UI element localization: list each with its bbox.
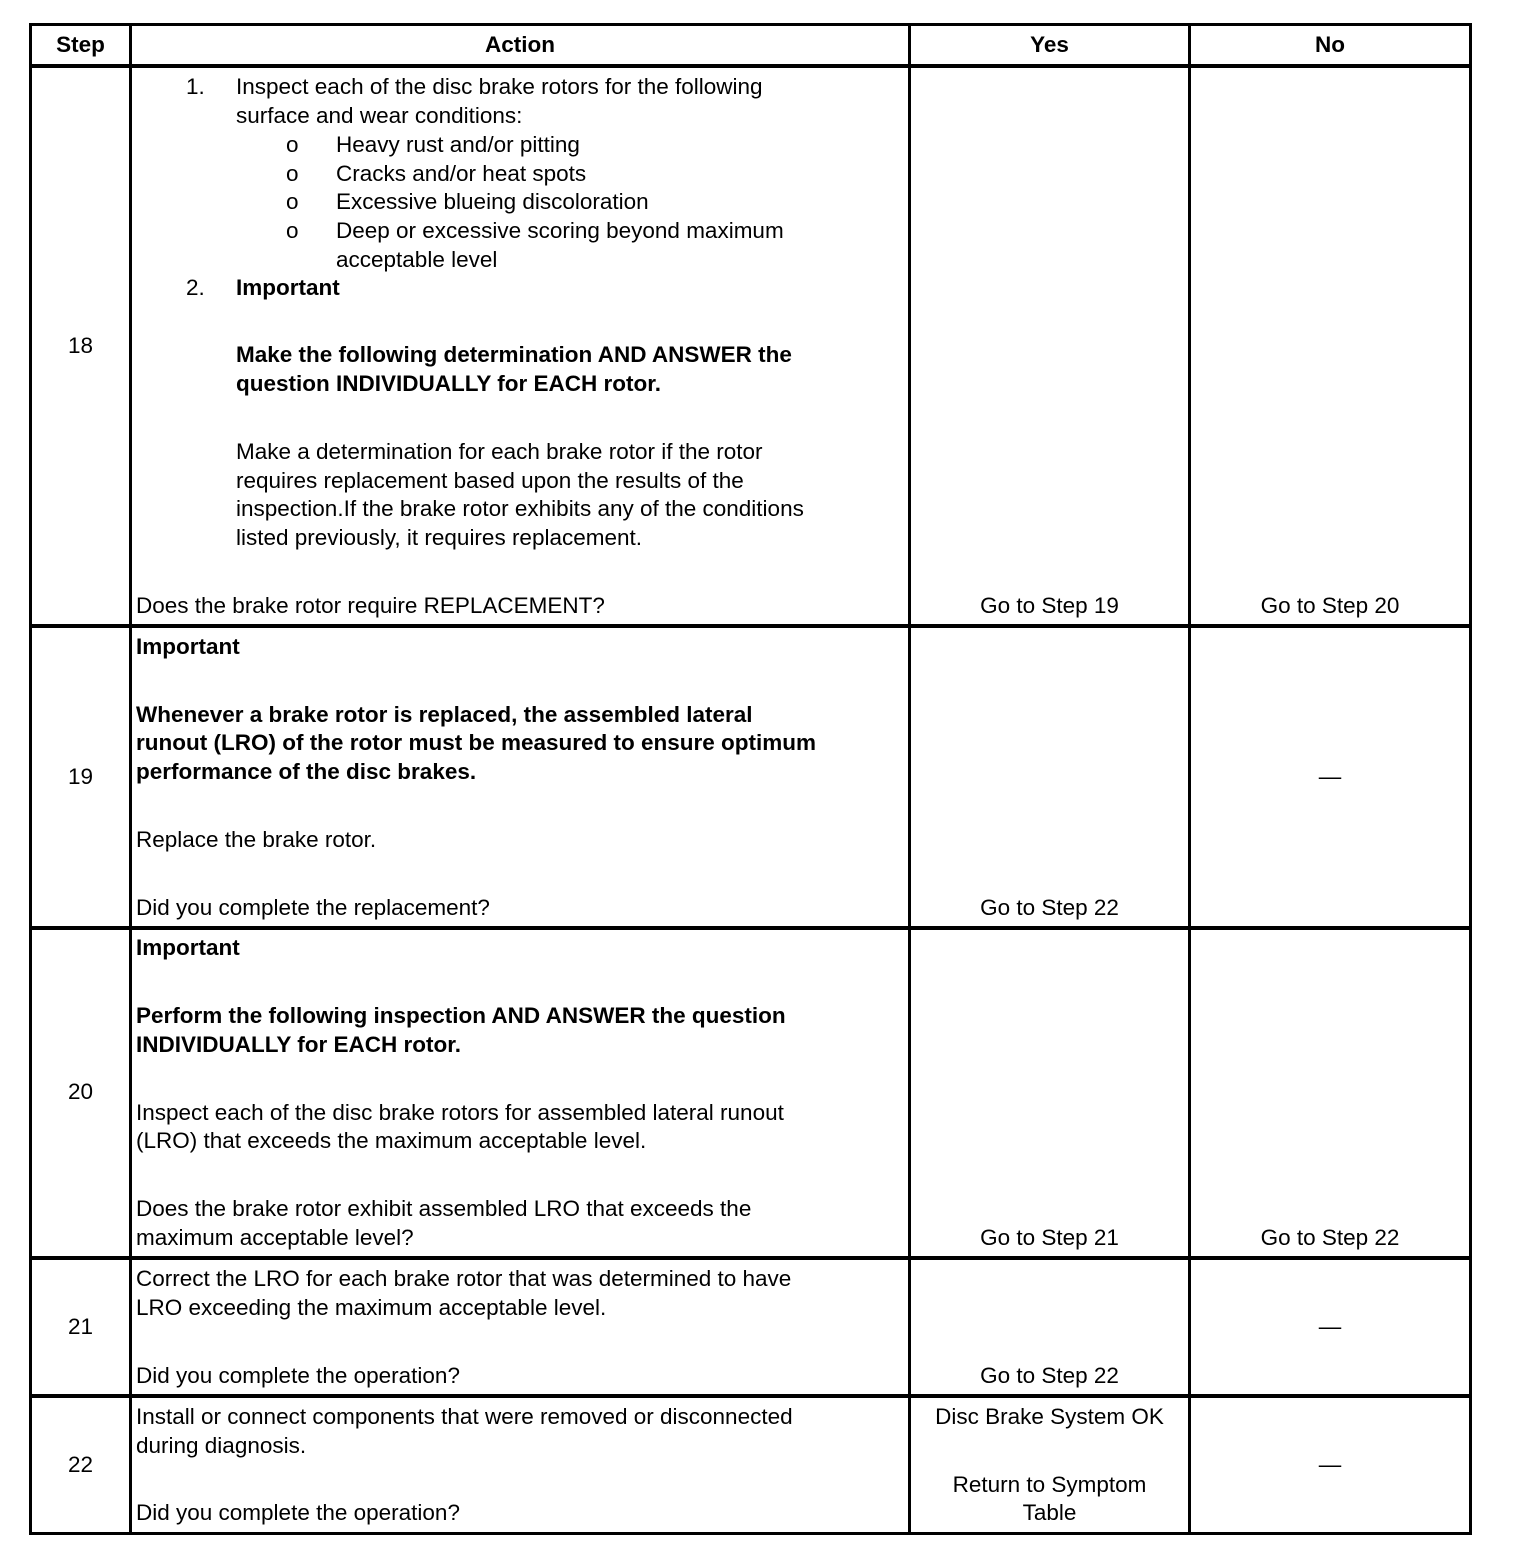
important-text: Perform the following inspection AND ANSWER the question — [136, 1003, 786, 1028]
yes-result: Go to Step 22 — [980, 1363, 1119, 1388]
list-number: 2. — [186, 275, 205, 300]
step-number: 22 — [67, 1452, 94, 1477]
question-text: maximum acceptable level? — [136, 1225, 414, 1250]
action-text: requires replacement based upon the results of the — [236, 468, 744, 493]
no-result: — — [1318, 1452, 1342, 1477]
question-text: Did you complete the operation? — [136, 1363, 460, 1388]
step-number: 19 — [67, 764, 94, 789]
header-step: Step — [56, 32, 105, 57]
yes-result: Return to Symptom — [952, 1472, 1147, 1497]
bullet-marker: o — [286, 189, 299, 214]
important-text: runout (LRO) of the rotor must be measured to ensure optimum — [136, 730, 817, 755]
important-text: Make the following determination AND ANSWER the — [236, 342, 792, 367]
action-text: LRO exceeding the maximum acceptable level. — [136, 1295, 607, 1320]
action-text: surface and wear conditions: — [236, 103, 523, 128]
important-text: question INDIVIDUALLY for EACH rotor. — [236, 371, 662, 396]
column-divider — [908, 26, 911, 1532]
important-text: performance of the disc brakes. — [136, 759, 477, 784]
question-text: Did you complete the replacement? — [136, 895, 490, 920]
action-text: Make a determination for each brake rotor if the rotor — [236, 439, 763, 464]
header-action: Action — [485, 32, 555, 57]
row-divider — [32, 926, 1469, 930]
action-text: Inspect each of the disc brake rotors for assembled lateral runout — [136, 1100, 784, 1125]
question-text: Does the brake rotor require REPLACEMENT? — [136, 593, 605, 618]
row-divider — [32, 64, 1469, 68]
important-text: INDIVIDUALLY for EACH rotor. — [136, 1032, 462, 1057]
row-divider — [32, 624, 1469, 628]
action-text: (LRO) that exceeds the maximum acceptable level. — [136, 1128, 647, 1153]
important-label: Important — [136, 634, 240, 659]
header-yes: Yes — [1030, 32, 1069, 57]
column-divider — [129, 26, 132, 1532]
yes-result: Table — [1022, 1500, 1077, 1525]
yes-result: Disc Brake System OK — [935, 1404, 1164, 1429]
important-label: Important — [236, 275, 340, 300]
important-label: Important — [136, 935, 240, 960]
yes-result: Go to Step 21 — [980, 1225, 1119, 1250]
action-text: inspection.If the brake rotor exhibits any of the conditions — [236, 496, 804, 521]
row-divider — [32, 1394, 1469, 1398]
no-result: Go to Step 22 — [1260, 1225, 1400, 1250]
bullet-marker: o — [286, 161, 299, 186]
step-number: 20 — [67, 1079, 94, 1104]
bullet-marker: o — [286, 132, 299, 157]
action-text: Install or connect components that were removed or disconnected — [136, 1404, 793, 1429]
bullet-item: Heavy rust and/or pitting — [336, 132, 580, 157]
action-text: Replace the brake rotor. — [136, 827, 377, 852]
no-result: — — [1318, 1314, 1342, 1339]
header-no: No — [1315, 32, 1345, 57]
question-text: Did you complete the operation? — [136, 1500, 460, 1525]
action-text: listed previously, it requires replacement. — [236, 525, 643, 550]
row-divider — [32, 1256, 1469, 1260]
yes-result: Go to Step 19 — [980, 593, 1119, 618]
bullet-item: Cracks and/or heat spots — [336, 161, 587, 186]
action-text: Correct the LRO for each brake rotor that was determined to have — [136, 1266, 792, 1291]
bullet-item: Excessive blueing discoloration — [336, 189, 649, 214]
no-result: Go to Step 20 — [1260, 593, 1400, 618]
bullet-item: acceptable level — [336, 247, 498, 272]
question-text: Does the brake rotor exhibit assembled LRO that exceeds the — [136, 1196, 752, 1221]
step-number: 18 — [67, 333, 94, 358]
action-text: during diagnosis. — [136, 1433, 307, 1458]
no-result: — — [1318, 764, 1342, 789]
step-number: 21 — [67, 1314, 94, 1339]
bullet-marker: o — [286, 218, 299, 243]
list-number: 1. — [186, 74, 205, 99]
bullet-item: Deep or excessive scoring beyond maximum — [336, 218, 784, 243]
important-text: Whenever a brake rotor is replaced, the assembled lateral — [136, 702, 753, 727]
yes-result: Go to Step 22 — [980, 895, 1119, 920]
action-text: Inspect each of the disc brake rotors for the following — [236, 74, 763, 99]
